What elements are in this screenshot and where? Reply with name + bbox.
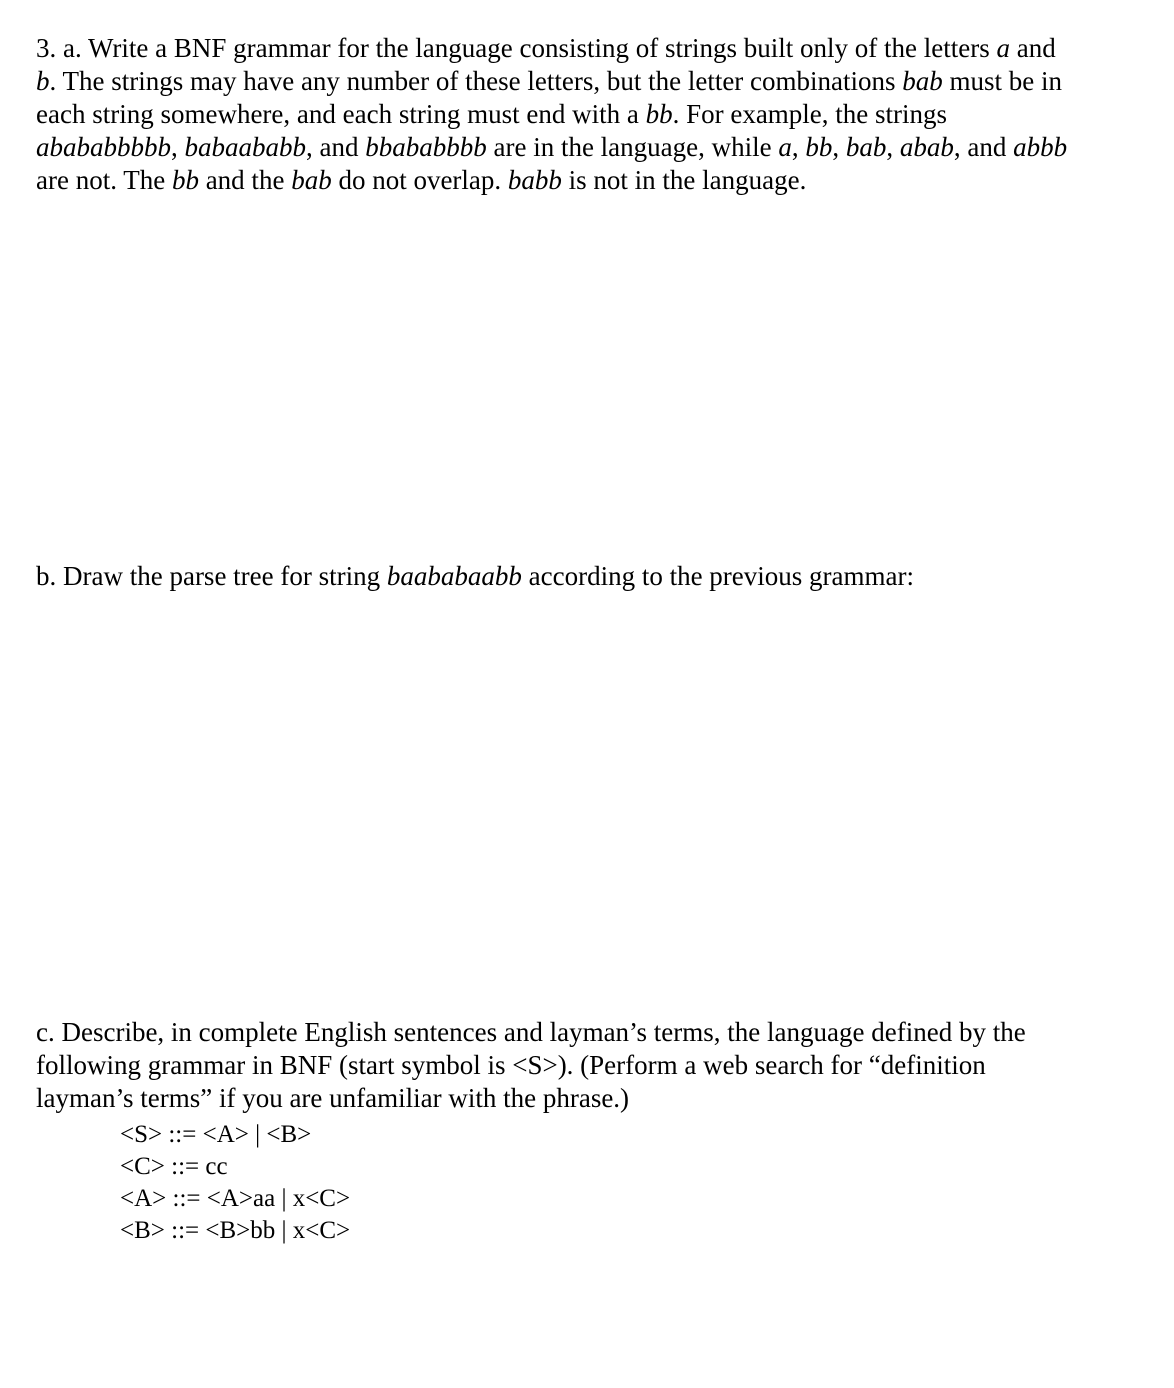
italic-run: bab — [291, 165, 332, 195]
text-run: do not overlap. — [331, 165, 508, 195]
text-run: is not in the language. — [561, 165, 807, 195]
bnf-grammar — [120, 1119, 350, 1247]
question-3c-line-3: layman’s terms” if you are unfamiliar with the phrase.) — [36, 1083, 630, 1113]
text-run: b. Draw the parse tree for string — [36, 561, 387, 591]
italic-run: bb — [171, 165, 199, 195]
italic-run: a — [778, 132, 792, 162]
question-3b — [36, 560, 1146, 593]
grammar-rule: <B> ::= <B>bb | x<C> — [120, 1217, 351, 1244]
italic-run: bbababbbb — [365, 132, 487, 162]
italic-run: abab — [899, 132, 954, 162]
question-3a-line-3 — [36, 98, 1146, 131]
text-run: , and — [306, 132, 366, 162]
italic-run: babaababb — [184, 132, 306, 162]
italic-run: b — [36, 66, 50, 96]
text-run: and — [1009, 33, 1056, 63]
text-run: . The strings may have any number of these letters, but the letter combinations — [49, 66, 903, 96]
italic-run: abbb — [1013, 132, 1068, 162]
italic-run: bb — [805, 132, 833, 162]
text-run: , — [886, 132, 900, 162]
question-3a-line-1 — [36, 32, 1146, 65]
text-run: , — [171, 132, 185, 162]
text-run: each string somewhere, and each string must end with a — [36, 99, 646, 129]
text-run: , — [791, 132, 806, 162]
question-3a — [36, 32, 1146, 197]
question-3c-line-1: c. Describe, in complete English sentences and layman’s terms, the language defined by the — [36, 1017, 1026, 1047]
text-run: and the — [198, 165, 292, 195]
question-3a-line-2 — [36, 65, 1146, 98]
text-run: according to the previous grammar: — [521, 561, 914, 591]
text-run: are not. The — [36, 165, 172, 195]
question-3c-line-2: following grammar in BNF (start symbol is <S>). (Perform a web search for “definition — [36, 1050, 986, 1080]
text-run: , and — [953, 132, 1014, 162]
italic-run: baababaabb — [386, 561, 522, 591]
text-run: 3. a. Write a BNF grammar for the language consisting of strings built only of the letters — [36, 33, 997, 63]
grammar-rule: <C> ::= cc — [120, 1153, 228, 1180]
text-run: are in the language, while — [486, 132, 779, 162]
grammar-rule: <S> ::= <A> | <B> — [120, 1121, 312, 1148]
text-run: must be in — [942, 66, 1063, 96]
question-3a-line-5 — [36, 164, 1146, 197]
italic-run: a — [996, 33, 1010, 63]
grammar-rule: <A> ::= <A>aa | x<C> — [120, 1185, 351, 1212]
italic-run: bab — [845, 132, 887, 162]
italic-run: abababbbbb — [36, 132, 171, 162]
italic-run: bb — [645, 99, 673, 129]
question-3a-line-4 — [36, 131, 1146, 164]
italic-run: bab — [902, 66, 943, 96]
question-3b-line-1 — [36, 560, 1146, 593]
italic-run: babb — [507, 165, 562, 195]
question-3c — [36, 1016, 1146, 1115]
text-run: . For example, the strings — [672, 99, 948, 129]
text-run: , — [832, 132, 846, 162]
